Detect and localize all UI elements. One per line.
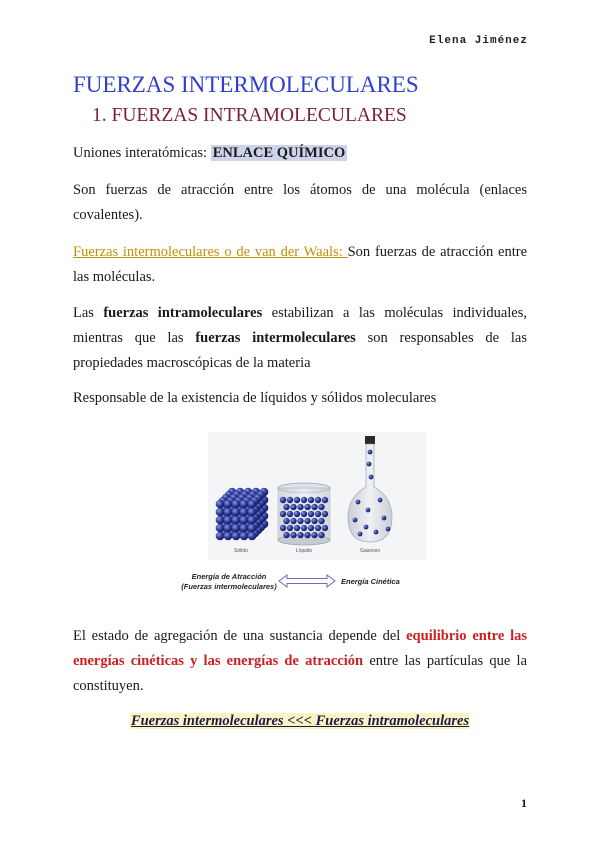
paragraph-uniones [73, 141, 527, 166]
liquid-sphere [308, 511, 314, 517]
solid-sphere [240, 524, 249, 533]
solid-sphere [248, 524, 257, 533]
attraction-energy-title: Energía de Atracción [191, 572, 267, 581]
paragraph-definition: Son fuerzas de atracción entre los átomos de una molécula (enlaces covalentes). [73, 182, 527, 223]
liquid-sphere [294, 511, 300, 517]
page-header-author: Elena Jiménez [429, 35, 528, 47]
comparison-text-3: son responsables de las propiedades macroscópicas de la materia [73, 330, 527, 371]
solid-sphere [216, 524, 225, 533]
liquid-sphere [280, 511, 286, 517]
section-heading: 1. FUERZAS INTRAMOLECULARES [92, 105, 407, 126]
solid-sphere [216, 500, 225, 509]
liquid-sphere [287, 511, 293, 517]
solid-sphere [240, 508, 249, 517]
label-solid: Sólido [234, 548, 248, 554]
equilibrium-emphasis: equilibrio entre las energías cinéticas y las energías de atracción [73, 628, 527, 669]
solid-sphere [224, 508, 233, 517]
liquid-beaker [278, 483, 330, 545]
liquid-sphere [283, 504, 289, 510]
liquid-sphere [287, 525, 293, 531]
states-of-matter-figure [208, 432, 426, 560]
gas-sphere [368, 450, 373, 455]
equilibrium-text-2: entre las partículas que la constituyen. [73, 653, 527, 694]
liquid-sphere [294, 497, 300, 503]
liquid-sphere [280, 525, 286, 531]
energy-balance-caption [176, 572, 416, 598]
liquid-sphere [301, 511, 307, 517]
liquid-sphere [304, 518, 310, 524]
van-der-waals-definition: Son fuerzas de atracción entre las moléculas. [73, 244, 528, 285]
paragraph-equilibrium [73, 624, 527, 699]
gas-sphere [366, 508, 371, 513]
liquid-sphere [315, 497, 321, 503]
liquid-sphere [315, 525, 321, 531]
solid-sphere [248, 508, 257, 517]
comparison-text-2: estabilizan a las moléculas individuales, mientras que las [73, 305, 528, 346]
solid-sphere [240, 516, 249, 525]
solid-sphere [248, 532, 257, 541]
kinetic-energy-label: Energía Cinética [341, 577, 400, 586]
uniones-label: Uniones interatómicas: [73, 145, 211, 161]
solid-sphere [224, 532, 233, 541]
conclusion-text: Fuerzas intermoleculares <<< Fuerzas intramoleculares [130, 713, 470, 729]
equilibrium-text-1: El estado de agregación de una sustancia depende del [73, 628, 407, 644]
liquid-sphere [322, 525, 328, 531]
label-liquid: Líquido [295, 548, 313, 554]
attraction-energy-label [176, 572, 282, 592]
paragraph-van-der-waals [73, 240, 527, 290]
liquid-sphere [322, 497, 328, 503]
gas-sphere [367, 462, 372, 467]
liquid-sphere [290, 518, 296, 524]
liquid-sphere [308, 525, 314, 531]
liquid-sphere [304, 532, 310, 538]
solid-sphere [248, 500, 257, 509]
liquid-sphere [304, 504, 310, 510]
solid-sphere [248, 516, 257, 525]
liquid-sphere [322, 511, 328, 517]
gas-sphere [382, 516, 387, 521]
liquid-sphere [290, 504, 296, 510]
liquid-sphere [318, 532, 324, 538]
gas-sphere [369, 475, 374, 480]
liquid-sphere [315, 511, 321, 517]
gas-sphere [356, 500, 361, 505]
liquid-sphere [297, 532, 303, 538]
liquid-sphere [318, 504, 324, 510]
solid-sphere [216, 532, 225, 541]
solid-sphere [232, 524, 241, 533]
van-der-waals-term: Fuerzas intermoleculares o de van der Waals: [73, 244, 348, 260]
gas-sphere [353, 518, 358, 523]
solid-sphere [232, 508, 241, 517]
solid-sphere [232, 516, 241, 525]
liquid-sphere [311, 504, 317, 510]
gas-sphere [374, 530, 379, 535]
gas-sphere [378, 498, 383, 503]
liquid-sphere [311, 518, 317, 524]
paragraph-responsable: Responsable de la existencia de líquidos y sólidos moleculares [73, 390, 437, 406]
liquid-sphere [297, 504, 303, 510]
liquid-sphere [287, 497, 293, 503]
liquid-sphere [311, 532, 317, 538]
page-title: FUERZAS INTERMOLECULARES [73, 72, 419, 97]
solid-sphere [216, 508, 225, 517]
liquid-sphere [290, 532, 296, 538]
liquid-sphere [297, 518, 303, 524]
liquid-sphere [318, 518, 324, 524]
solid-sphere [224, 500, 233, 509]
comparison-text-1: Las [73, 305, 104, 321]
liquid-sphere [301, 497, 307, 503]
conclusion-statement [0, 713, 600, 730]
liquid-sphere [280, 497, 286, 503]
solid-sphere [224, 524, 233, 533]
solid-sphere [216, 516, 225, 525]
gas-sphere [358, 532, 363, 537]
solid-sphere [224, 516, 233, 525]
liquid-sphere [283, 518, 289, 524]
intermolecular-term: fuerzas intermoleculares [195, 330, 356, 346]
page-number: 1 [521, 796, 527, 810]
gas-sphere [364, 525, 369, 530]
liquid-sphere [294, 525, 300, 531]
label-gas: Gaseoso [359, 548, 381, 554]
solid-sphere [240, 532, 249, 541]
liquid-sphere [308, 497, 314, 503]
liquid-sphere [283, 532, 289, 538]
intramolecular-term: fuerzas intramoleculares [103, 305, 263, 321]
gas-sphere [386, 527, 391, 532]
enlace-quimico-highlight: ENLACE QUÍMICO [212, 145, 346, 161]
liquid-sphere [301, 525, 307, 531]
solid-sphere [232, 500, 241, 509]
solid-sphere [232, 532, 241, 541]
double-arrow-icon [278, 574, 336, 588]
attraction-energy-subtitle: (Fuerzas intermoleculares) [181, 582, 277, 591]
paragraph-comparison [73, 301, 527, 376]
solid-lattice [216, 488, 269, 541]
solid-sphere [240, 500, 249, 509]
